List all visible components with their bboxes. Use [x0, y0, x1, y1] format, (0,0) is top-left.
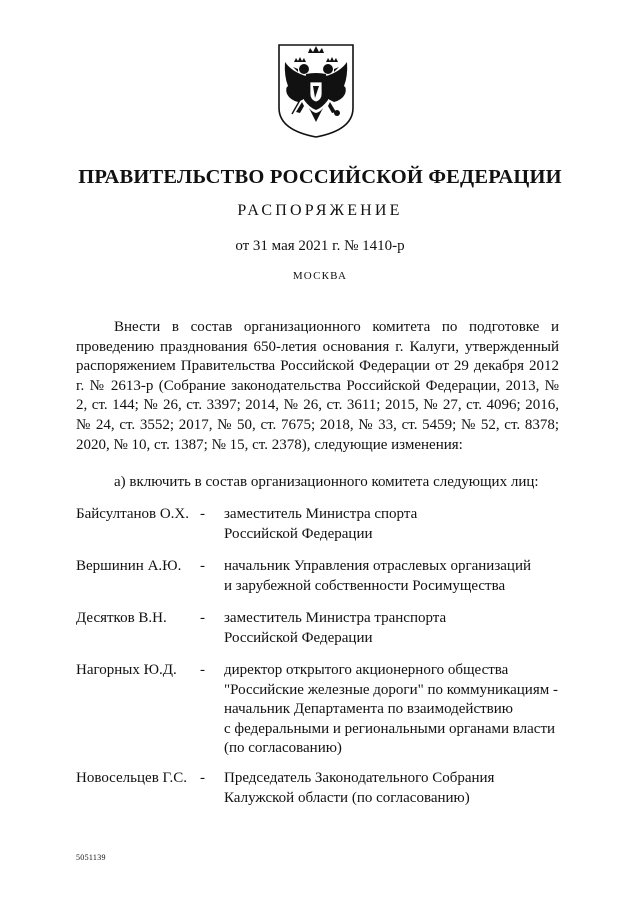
member-role: Председатель Законодательного Собрания Калужской области (по согласованию)	[224, 770, 495, 806]
member-role: начальник Управления отраслевых организаций и зарубежной собственности Росимущества	[224, 558, 531, 594]
member-name: Вершинин А.Ю.	[76, 558, 182, 574]
member-name: Байсултанов О.Х.	[76, 506, 190, 522]
sub-item-a: а) включить в состав организационного комитета следующих лиц:	[114, 474, 539, 490]
member-dash: -	[200, 770, 205, 786]
government-title: ПРАВИТЕЛЬСТВО РОССИЙСКОЙ ФЕДЕРАЦИИ	[78, 166, 562, 188]
member-role: заместитель Министра спорта Российской Федерации	[224, 506, 418, 542]
document-type: РАСПОРЯЖЕНИЕ	[237, 202, 403, 219]
member-name: Десятков В.Н.	[76, 610, 167, 626]
main-paragraph: Внести в состав организационного комитета по подготовке и проведению празднования 650-летия основания г. Калуги, утвержденный распоряжением Правительства Российской Федерации от 29 декабря 2012 г. № 2613-р (Собрание законодательства Российской Федерации, 2013, № 2, ст. 144; № 26, ст. 3397; 2014, № 26, ст. 3611; 2015, № 27, ст. 4096; 2016, № 24, ст. 3552; 2017, № 50, ст. 7675; 2018, № 33, ст. 5459; № 52, ст. 8378; 2020, № 10, ст. 1387; № 15, ст. 2378), следующие изменения:	[76, 319, 559, 453]
member-dash: -	[200, 610, 205, 626]
russian-coat-of-arms-icon	[276, 42, 356, 140]
member-dash: -	[200, 662, 205, 678]
document-date-number: от 31 мая 2021 г. № 1410-р	[235, 238, 405, 254]
document-city: МОСКВА	[292, 270, 348, 282]
member-dash: -	[200, 558, 205, 574]
member-name: Нагорных Ю.Д.	[76, 662, 177, 678]
document-code: 5051139	[76, 853, 106, 862]
member-role: директор открытого акционерного общества "Российские железные дороги" по коммуникациям - начальник Департамента по взаимодействию с федеральными и региональными органами власти (по согласованию)	[224, 662, 558, 757]
member-name: Новосельцев Г.С.	[76, 770, 188, 786]
member-role: заместитель Министра транспорта Российской Федерации	[224, 610, 447, 646]
coat-of-arms-emblem	[276, 42, 356, 140]
member-dash: -	[200, 506, 205, 522]
